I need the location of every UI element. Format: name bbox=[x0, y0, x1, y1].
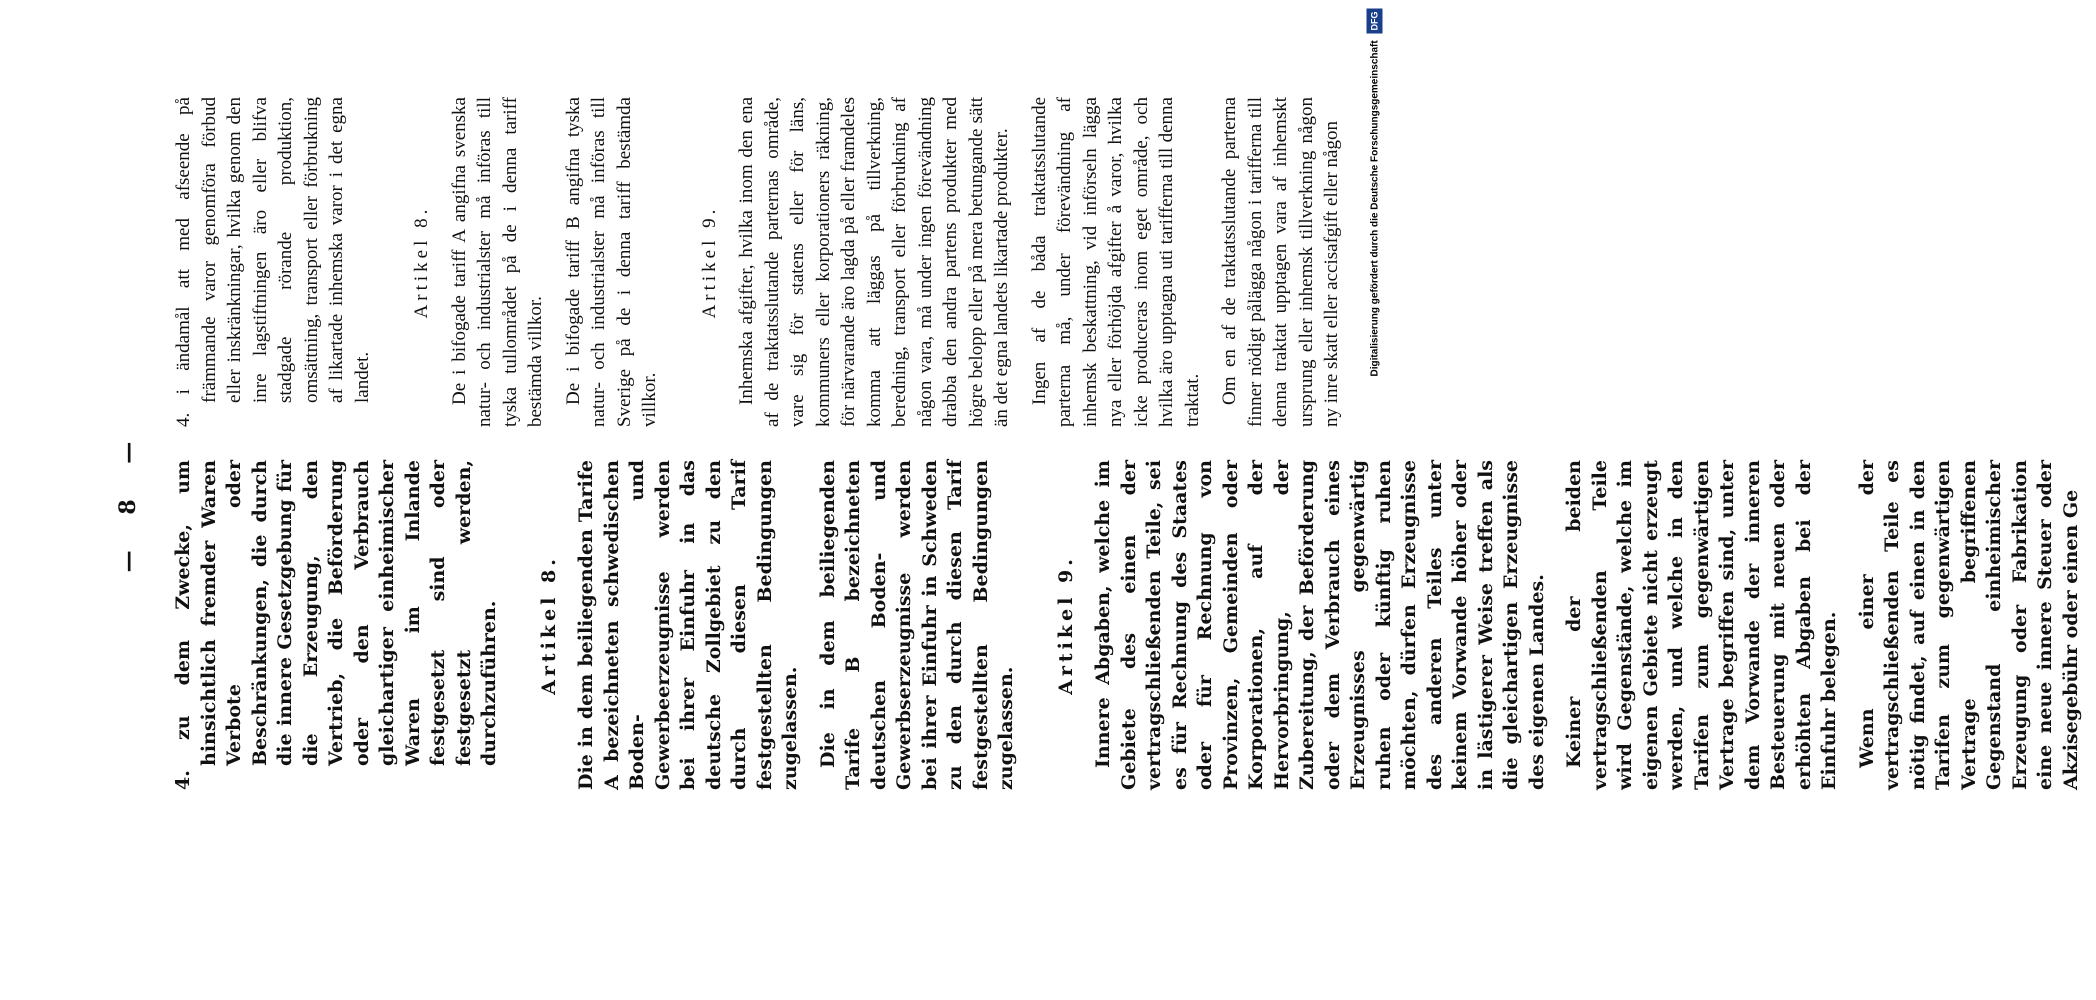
swedish-article-9-title: Artikel 9. bbox=[698, 205, 720, 319]
swedish-article-8-paragraph-2: De i bifogade tariff B angifna tyska natur- och industrialster må införas till Sverige på de i denna tariff bestämda villkor. bbox=[562, 97, 660, 427]
swedish-article-8-paragraph-1: De i bifogade tariff A angifna svenska natur- och industrialster må införas till tyska tullområdet på de i denna tariff bestämda villkor. bbox=[448, 97, 546, 427]
swedish-column bbox=[171, 97, 1357, 427]
page-number: — 8 — bbox=[115, 427, 141, 573]
digitization-credit bbox=[1368, 8, 1382, 992]
swedish-article-9-paragraph-2: Ingen af de båda traktatsslutande parterna må, under förevändning af inhemsk beskattning, vid införseln lägga nya eller förhöjda afgifter å varor, hvilka icke produceras inom eget område, och hvilka äro upptagna uti tarifferna till denna traktat. bbox=[1028, 97, 1203, 427]
german-article-8-title: Artikel 8. bbox=[537, 555, 560, 695]
german-article-9-paragraph-1: Innere Abgaben, welche im Gebiete des einen der vertragschließenden Teile, sei es für Rechnung des Staates oder für Rechnung von Provinzen, Gemeinden oder Korporationen, auf der Hervorbringung, der Zubereitung, der Beförderung oder dem Verbrauch eines Erzeugnisses gegenwärtig ruhen oder künftig ruhen möchten, dürfen Erzeugnisse des anderen Teiles unter keinem Vorwande höher oder in lästigerer Weise treffen als die gleichartigen Erzeugnisse des eigenen Landes. bbox=[1092, 460, 1548, 790]
swedish-article-9-paragraph-1: Inhemska afgifter, hvilka inom den ena af de traktatsslutande parternas område, vare sig för statens eller för läns, kommuners eller korporationers räkning, för närvarande äro lagda på eller framdeles komma att läggas på tillverkning, beredning, transport eller förbrukning af någon vara, må under ingen förevändning drabba den andra partens produkter med högre belopp eller på mera betungande sätt än det egna landets likartade produkter. bbox=[736, 97, 1012, 427]
german-item-4: 4. zu dem Zwecke, um hinsichtlich fremder Waren Verbote oder Beschränkungen, die durch die innere Gesetzgebung für die Erzeugung, den Vertrieb, die Beförderung oder den Verbrauch gleichartiger einheimischer Waren im Inlande festgesetzt sind oder festgesetzt werden, durchzuführen. bbox=[172, 460, 500, 790]
german-article-9-paragraph-3: Wenn einer der vertragschließenden Teile es nötig findet, auf einen in den Tarifen zum gegenwärtigen Vertrage begriffenen Gegenstand einheimischer Erzeugung oder Fabrikation eine neue innere Steuer oder Akzisegebühr oder einen Ge bbox=[1855, 460, 2082, 790]
german-article-9-paragraph-2: Keiner der beiden vertragschließenden Teile wird Gegenstände, welche im eigenen Gebiete nicht erzeugt werden, und welche in den Tarifen zum gegenwärtigen Vertrage begriffen sind, unter dem Vorwande der inneren Besteuerung mit neuen oder erhöhten Abgaben bei der Einfuhr belegen. bbox=[1563, 460, 1840, 790]
credit-text: Digitalisierung gefördert durch die Deutsche Forschungsgemeinschaft bbox=[1369, 40, 1381, 377]
german-article-8-paragraph-2: Die in dem beiliegenden Tarife B bezeichneten deutschen Boden- und Gewerbserzeugnisse werden bei ihrer Einfuhr in Schweden zu den durch diesen Tarif festgestellten Bedingungen zugelassen. bbox=[816, 460, 1017, 790]
german-column bbox=[171, 460, 2096, 790]
german-article-9-title: Artikel 9. bbox=[1054, 555, 1077, 695]
german-article-8-paragraph-1: Die in dem beiliegenden Tarife A bezeichneten schwedischen Boden- und Gewerbeerzeugnisse werden bei ihrer Einfuhr in das deutsche Zollgebiet zu den durch diesen Tarif festgestellten Bedingungen zugelassen. bbox=[575, 460, 801, 790]
swedish-article-9-paragraph-3: Om en af de traktatsslutande parterna finner nödigt pålägga någon i tarifferna till denna traktat upptagen vara af inhemskt ursprung eller inhemsk tillverkning någon ny inre skatt eller accisafgift eller någon bbox=[1219, 97, 1342, 427]
dfg-logo: DFG bbox=[1367, 9, 1383, 34]
swedish-article-8-title: Artikel 8. bbox=[411, 205, 432, 319]
swedish-item-4: 4. i ändamål att med afseende på främmande varor genomföra förbud eller inskränkningar, hvilka genom den inre lagstiftningen äro eller blifva stadgade rörande produktion, omsättning, transport eller förbrukning af likartade inhemska varor i det egna landet. bbox=[173, 97, 373, 427]
